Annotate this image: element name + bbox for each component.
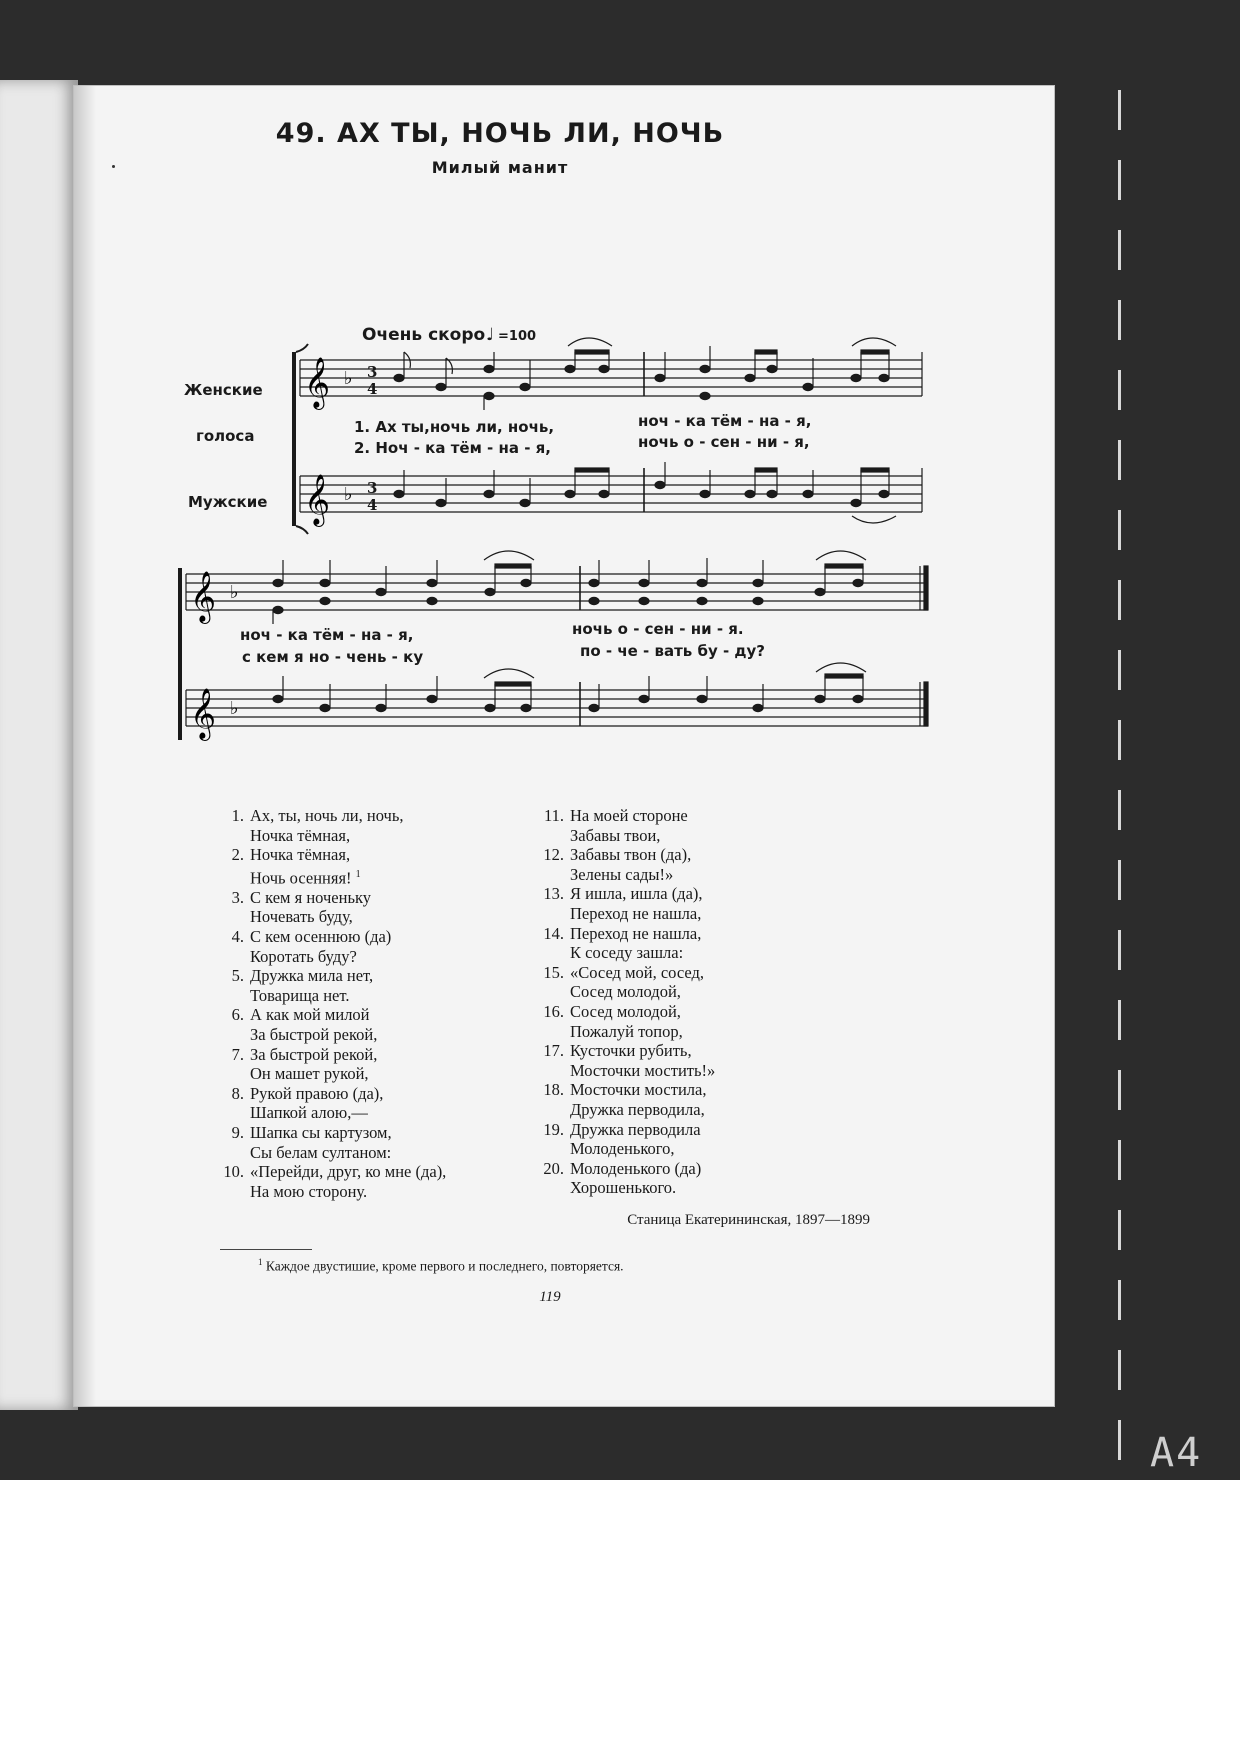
verses-column-2 bbox=[538, 806, 868, 1198]
lyric-line: с кем я но - чень - ку bbox=[242, 648, 424, 666]
left-page-edge bbox=[0, 80, 78, 1410]
verse: 2. Ночка тёмная, Ночь осенняя! $^1$ bbox=[231, 845, 361, 888]
corner-mark: A4 bbox=[1150, 1430, 1203, 1476]
lyric-line: ноч - ка тём - на - я, bbox=[638, 412, 812, 430]
system1-treble-staff bbox=[300, 352, 922, 396]
flat-icon: ♭ bbox=[344, 368, 353, 389]
treble-clef-icon: 𝄞 bbox=[190, 571, 217, 622]
song-subtitle: Милый манит bbox=[431, 158, 569, 177]
voice-label-men: Мужские bbox=[188, 493, 268, 511]
voice-label-women: Женские bbox=[184, 381, 263, 399]
tempo-note-icon: ♩ bbox=[486, 325, 495, 345]
verse: 19. Дружка перводила Молоденького, bbox=[543, 1119, 701, 1159]
time-sig-bottom: 4 bbox=[367, 496, 378, 514]
system1-bass-notes bbox=[394, 462, 896, 523]
system2-bass-staff bbox=[186, 682, 928, 726]
song-number: 49. bbox=[275, 118, 327, 149]
page-number: 119 bbox=[539, 1289, 561, 1305]
verse: 6. А как мой милой За быстрой рекой, bbox=[231, 1005, 378, 1045]
system2-treble-notes bbox=[273, 551, 866, 624]
verse: 14. Переход не нашла, К соседу зашла: bbox=[543, 923, 702, 963]
scanner-edge-marks bbox=[1118, 90, 1121, 1460]
flat-icon: ♭ bbox=[230, 582, 239, 603]
system1-treble-notes bbox=[394, 338, 896, 410]
lyric-line: по - че - вать бу - ду? bbox=[580, 642, 766, 660]
flat-icon: ♭ bbox=[344, 484, 353, 505]
system2-bracket bbox=[178, 568, 182, 740]
lyric-line: ноч - ка тём - на - я, bbox=[240, 626, 414, 644]
tenor-clef-icon: 𝄞 bbox=[190, 688, 217, 739]
verse: 9. Шапка сы картузом, Сы белам султаном: bbox=[231, 1123, 392, 1162]
system2-bass-notes bbox=[273, 663, 866, 712]
verses-column-1 bbox=[218, 806, 518, 1201]
verse: 10. «Перейди, друг, ко мне (да), На мою сторону. bbox=[223, 1162, 447, 1201]
footnote-text: Каждое двустишие, кроме первого и последнего, повторяется. bbox=[265, 1258, 624, 1274]
song-title-text: АХ ТЫ, НОЧЬ ЛИ, НОЧЬ bbox=[337, 118, 725, 149]
time-sig-bottom: 4 bbox=[367, 380, 378, 398]
verse: 8. Рукой правою (да), Шапкой алою,— bbox=[231, 1083, 384, 1123]
footnote bbox=[258, 1257, 624, 1275]
verse: 1. Ах, ты, ночь ли, ночь, Ночка тёмная, bbox=[231, 806, 404, 845]
time-sig-top: 3 bbox=[367, 479, 378, 497]
tempo-value: =100 bbox=[498, 329, 537, 344]
lyric-line: 1. Ах ты,ночь ли, ночь, bbox=[354, 418, 555, 436]
tempo-marking: Очень скоро bbox=[362, 325, 486, 345]
verse: 7. За быстрой рекой, Он машет рукой, bbox=[231, 1044, 378, 1084]
verse: 12. Забавы твон (да), Зелены сады!» bbox=[543, 845, 692, 884]
verse: 5. Дружка мила нет, Товарища нет. bbox=[231, 966, 374, 1005]
footnote-mark: 1 bbox=[258, 1257, 263, 1267]
flat-icon: ♭ bbox=[230, 698, 239, 719]
lyric-line: ночь о - сен - ни - я, bbox=[638, 433, 810, 451]
voice-label-voices: голоса bbox=[196, 427, 255, 445]
verse: 11. На моей стороне Забавы твои, bbox=[543, 806, 688, 845]
source-note: Станица Екатерининская, 1897—1899 bbox=[627, 1212, 870, 1228]
system2-treble-staff bbox=[186, 566, 928, 610]
time-sig-top: 3 bbox=[367, 363, 378, 381]
treble-clef-icon: 𝄞 bbox=[304, 357, 331, 408]
verse: 15. «Сосед мой, сосед, Сосед молодой, bbox=[543, 962, 704, 1002]
verse: 17. Кусточки рубить, Мосточки мостить!» bbox=[543, 1041, 716, 1080]
verse: 13. Я ишла, ишла (да), Переход не нашла, bbox=[543, 884, 703, 923]
lyric-line: ночь о - сен - ни - я. bbox=[572, 620, 744, 638]
music-score bbox=[74, 86, 974, 746]
verse: 16. Сосед молодой, Пожалуй топор, bbox=[543, 1001, 683, 1041]
footnote-divider bbox=[220, 1249, 312, 1250]
verse: 18. Мосточки мостила, Дружка перводила, bbox=[543, 1080, 707, 1119]
system1-bracket bbox=[292, 352, 296, 526]
verse: 20. Молоденького (да) Хорошенького. bbox=[543, 1158, 702, 1198]
tenor-clef-icon: 𝄞 bbox=[304, 474, 331, 525]
footnote-mark: 1 bbox=[355, 868, 361, 880]
verse: 4. С кем осеннюю (да) Коротать буду? bbox=[231, 927, 392, 966]
system1-bass-staff bbox=[300, 468, 922, 512]
verse: 3. С кем я ноченьку Ночевать буду, bbox=[231, 887, 372, 927]
lyric-line: 2. Ноч - ка тём - на - я, bbox=[354, 439, 551, 457]
